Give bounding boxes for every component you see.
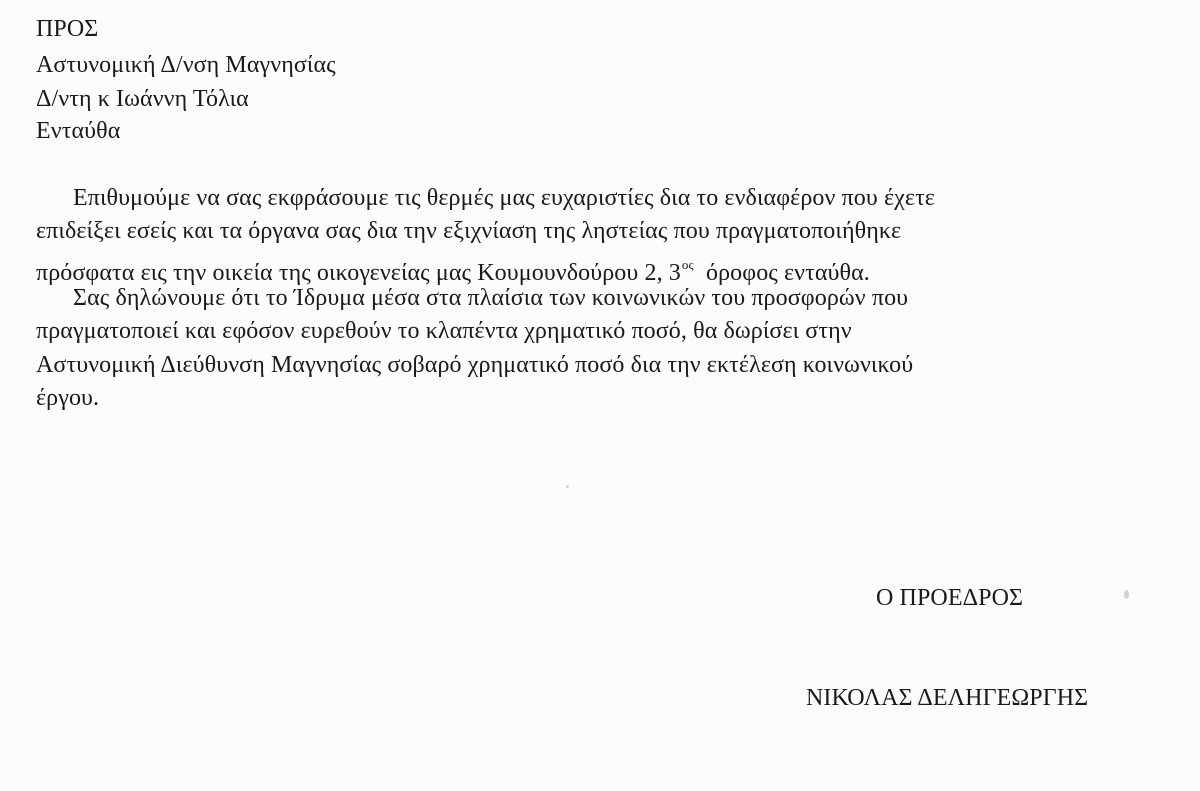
body-paragraph-2-line-3: Αστυνομική Διεύθυνση Μαγνησίας σοβαρό χρηματικό ποσό δια την εκτέλεση κοινωνικού — [36, 352, 914, 378]
body-paragraph-1-line-2: επιδείξει εσείς και τα όργανα σας δια την εξιχνίαση της ληστείας που πραγματοποιήθηκε — [36, 218, 902, 244]
address-line-to: ΠΡΟΣ — [36, 16, 99, 42]
body-paragraph-2-line-1: Σας δηλώνουμε ότι το Ίδρυμα μέσα στα πλαίσια των κοινωνικών του προσφορών που — [73, 285, 909, 311]
body-paragraph-1-line-1: Επιθυμούμε να σας εκφράσουμε τις θερμές μας ευχαριστίες δια το ενδιαφέρον που έχετε — [73, 185, 935, 211]
body-paragraph-2-line-4: έργου. — [36, 385, 100, 411]
signature-title: Ο ΠΡΟΕΔΡΟΣ — [876, 585, 1024, 611]
scan-speck — [566, 485, 569, 488]
body-paragraph-1-line-3-text: πρόσφατα εις την οικεία της οικογενείας μας Κουμουνδούρου 2, 3 — [36, 260, 681, 286]
ordinal-superscript: ος — [681, 257, 694, 272]
body-paragraph-2-line-2: πραγματοποιεί και εφόσον ευρεθούν το κλαπέντα χρηματικό ποσό, θα δωρίσει στην — [36, 318, 852, 344]
address-line-location: Ενταύθα — [36, 118, 121, 144]
signature-name: ΝΙΚΟΛΑΣ ΔΕΛΗΓΕΩΡΓΗΣ — [806, 685, 1089, 711]
scan-speck — [1124, 590, 1129, 599]
address-line-department: Αστυνομική Δ/νση Μαγνησίας — [36, 52, 336, 78]
address-line-director: Δ/ντη κ Ιωάννη Τόλια — [36, 86, 249, 112]
body-paragraph-1-line-3-end: όροφος ενταύθα. — [693, 260, 870, 286]
